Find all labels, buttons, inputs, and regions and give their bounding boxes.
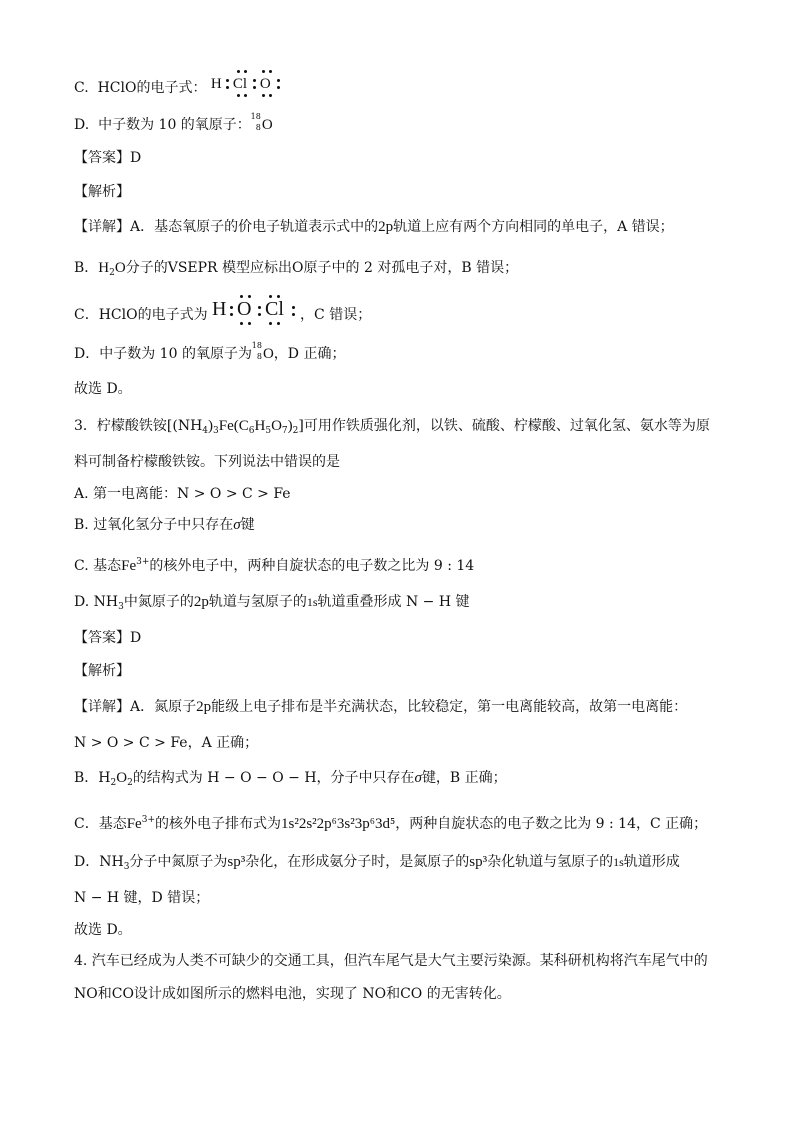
detail-c-line: C．HClO的电子式为 H O Cl ，C 错误； xyxy=(74,299,371,325)
question-3-stem: 3．柠檬酸铁铵$[(NH_4)_3Fe(C_6H_5O_7)_2]$可用作铁质强化剂，以铁、硫酸、柠檬酸、过氧化氢、氨水等为原 xyxy=(74,418,710,436)
option-c-line: C. HClO的电子式： H Cl O xyxy=(74,72,283,98)
question-3-option-c: C. 基态$Fe^{3+}$的核外电子中，两种自旋状态的电子数之比为 9 : 14 xyxy=(74,557,475,574)
detail2-a-line-2: N > O > C > Fe，A 正确； xyxy=(74,735,259,751)
analysis-label-2: 【解析】 xyxy=(74,663,130,679)
detail-b-line: B．$H_2O$分子的VSEPR 模型应标出O原子中的 2 对孤电子对，B 错误； xyxy=(74,260,519,278)
hclo-lewis-structure: H Cl O xyxy=(211,72,283,98)
answer-label: 【答案】D xyxy=(74,150,142,166)
isotope-notation: 18 8 xyxy=(251,341,262,361)
detail2-a-line: 【详解】A．氮原子2p能级上电子排布是半充满状态，比较稳定，第一电离能较高，故第一电离能： xyxy=(74,699,688,715)
question-3-option-d: D. $NH_3$中氮原子的2p轨道与氢原子的1s轨道重叠形成 N − H 键 xyxy=(74,594,470,612)
detail2-d-line-2: N − H 键，D 错误； xyxy=(74,890,210,906)
detail2-d-line: D．$NH_3$分子中氮原子为sp³杂化，在形成氨分子时，是氮原子的sp³杂化轨道与氢原子的1s轨道形成 xyxy=(74,854,680,872)
question-3-stem-2: 料可制备柠檬酸铁铵。下列说法中错误的是 xyxy=(74,454,340,470)
question-4-stem-2: NO和CO设计成如图所示的燃料电池，实现了 NO和CO 的无害转化。 xyxy=(74,986,511,1002)
detail-a-line: 【详解】A．基态氧原子的价电子轨道表示式中的2p轨道上应有两个方向相同的单电子，A 错误； xyxy=(74,219,674,235)
question-3-option-a: A. 第一电离能：N > O > C > Fe xyxy=(74,486,291,502)
detail2-b-line: B．$H_2O_2$的结构式为 H − O − O − H，分子中只存在σ键，B 正确； xyxy=(74,770,507,788)
question-3-option-b: B. 过氧化氢分子中只存在σ键 xyxy=(74,517,255,533)
option-d-line: D. 中子数为 10 的氧原子： 18 8 O xyxy=(74,112,273,133)
detail-d-line: D．中子数为 10 的氧原子为 18 8 O，D 正确； xyxy=(74,341,346,362)
select-line: 故选 D。 xyxy=(74,381,132,397)
analysis-label: 【解析】 xyxy=(74,184,130,200)
answer-label-2: 【答案】D xyxy=(74,630,142,646)
hclo-lewis-structure-correct: H O Cl xyxy=(212,299,300,325)
detail2-c-line: C．基态$Fe^{3+}$的核外电子排布式为1s²2s²2p⁶3s²3p⁶3d⁵，两种自旋状态的电子数之比为 9 : 14，C 正确； xyxy=(74,815,708,832)
isotope-notation: 18 8 xyxy=(250,112,261,132)
select-line-2: 故选 D。 xyxy=(74,922,132,938)
question-4-stem: 4. 汽车已经成为人类不可缺少的交通工具，但汽车尾气是大气主要污染源。某科研机构将汽车尾气中的 xyxy=(74,953,708,969)
